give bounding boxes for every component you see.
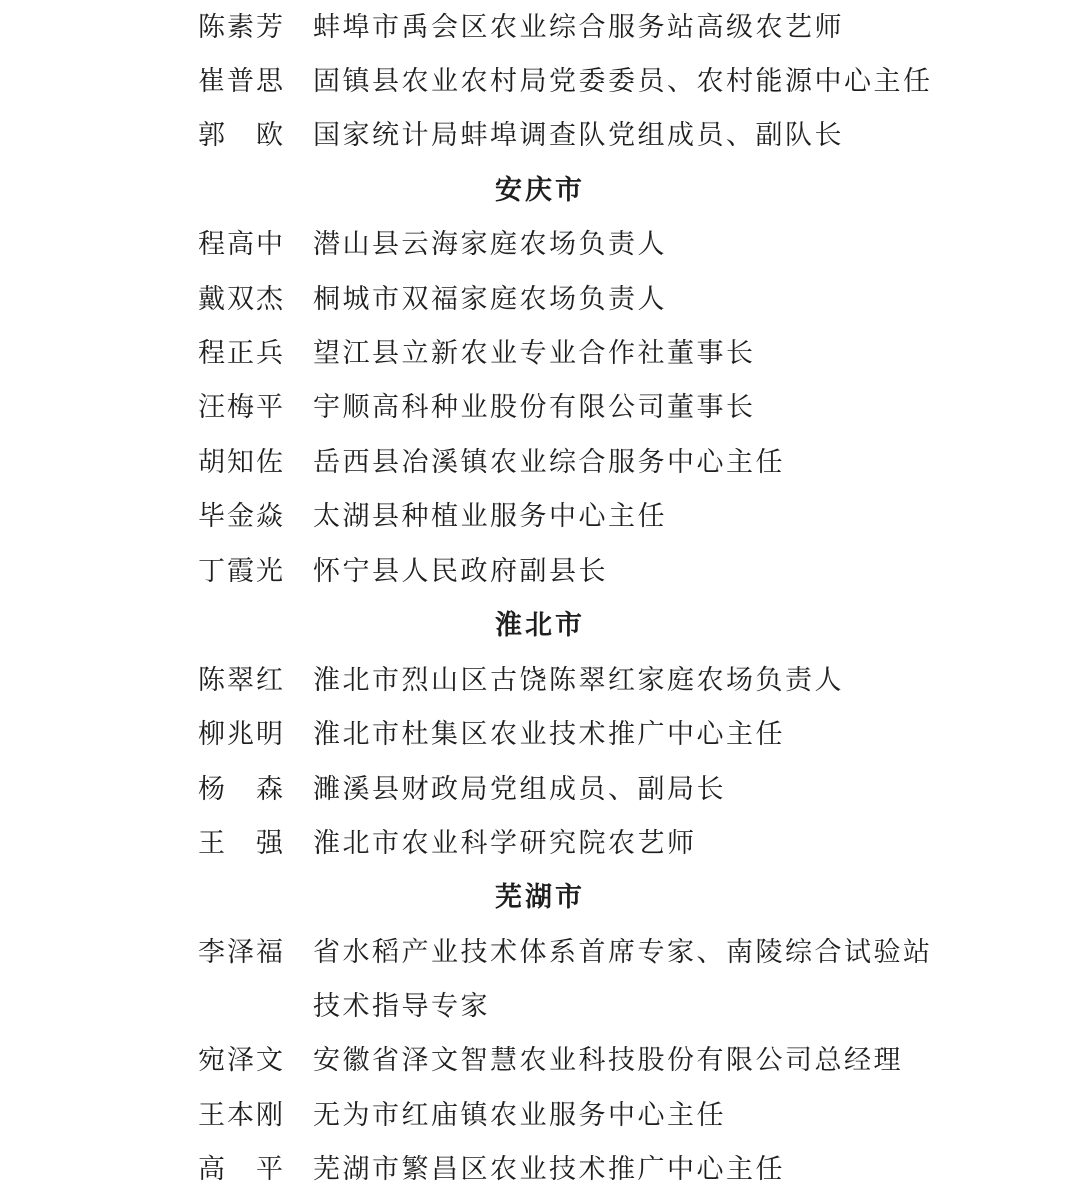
person-title: 国家统计局蚌埠调查队党组成员、副队长 [313,120,844,151]
person-title-continued: 技术指导专家 [313,991,490,1022]
list-item [0,926,1080,980]
list-item [0,1034,1080,1088]
person-title: 淮北市烈山区古饶陈翠红家庭农场负责人 [313,665,844,696]
person-name: 戴双杰 [198,284,285,315]
person-title: 蚌埠市禹会区农业综合服务站高级农艺师 [313,12,844,43]
person-name: 程正兵 [198,338,285,369]
person-title: 安徽省泽文智慧农业科技股份有限公司总经理 [313,1045,903,1076]
person-name: 陈素芳 [198,12,285,43]
section-heading: 芜湖市 [495,882,585,913]
list-item [0,490,1080,544]
person-name: 程高中 [198,229,285,260]
person-title: 濉溪县财政局党组成员、副局长 [313,774,726,805]
list-item [0,436,1080,490]
list-item [0,327,1080,381]
person-name: 丁霞光 [198,556,285,587]
person-title: 淮北市农业科学研究院农艺师 [313,828,697,859]
list-item [0,1089,1080,1143]
list-item: 杨 森 濉溪县财政局党组成员、副局长 [0,763,1080,817]
list-item [0,218,1080,272]
person-title: 太湖县种植业服务中心主任 [313,501,667,532]
list-item: 高 平 芜湖市繁昌区农业技术推广中心主任 [0,1143,1080,1197]
person-title: 潜山县云海家庭农场负责人 [313,229,667,260]
list-item [0,545,1080,599]
list-item [0,708,1080,762]
person-title: 望江县立新农业专业合作社董事长 [313,338,756,369]
person-name: 陈翠红 [198,665,285,696]
person-title: 芜湖市繁昌区农业技术推广中心主任 [313,1154,785,1185]
person-title: 桐城市双福家庭农场负责人 [313,284,667,315]
section-heading: 淮北市 [495,610,585,641]
list-item: 郭 欧 国家统计局蚌埠调查队党组成员、副队长 [0,109,1080,163]
person-title: 淮北市杜集区农业技术推广中心主任 [313,719,785,750]
person-name: 宛泽文 [198,1045,285,1076]
list-item [0,381,1080,435]
person-title: 岳西县冶溪镇农业综合服务中心主任 [313,447,785,478]
person-title: 怀宁县人民政府副县长 [313,556,608,587]
person-name: 王本刚 [198,1100,285,1131]
person-title: 无为市红庙镇农业服务中心主任 [313,1100,726,1131]
list-item [0,55,1080,109]
list-item [0,654,1080,708]
list-item: 王 强 淮北市农业科学研究院农艺师 [0,817,1080,871]
person-name: 胡知佐 [198,447,285,478]
person-name: 崔普思 [198,66,285,97]
list-item [0,273,1080,327]
person-name: 李泽福 [198,937,285,968]
list-item-continuation [0,980,1080,1034]
section-heading: 安庆市 [495,175,585,206]
person-title: 省水稻产业技术体系首席专家、南陵综合试验站 [313,937,933,968]
person-name: 柳兆明 [198,719,285,750]
list-item [0,1,1080,55]
person-title: 宇顺高科种业股份有限公司董事长 [313,392,756,423]
person-title: 固镇县农业农村局党委委员、农村能源中心主任 [313,66,933,97]
person-name: 汪梅平 [198,392,285,423]
person-name: 毕金焱 [198,501,285,532]
